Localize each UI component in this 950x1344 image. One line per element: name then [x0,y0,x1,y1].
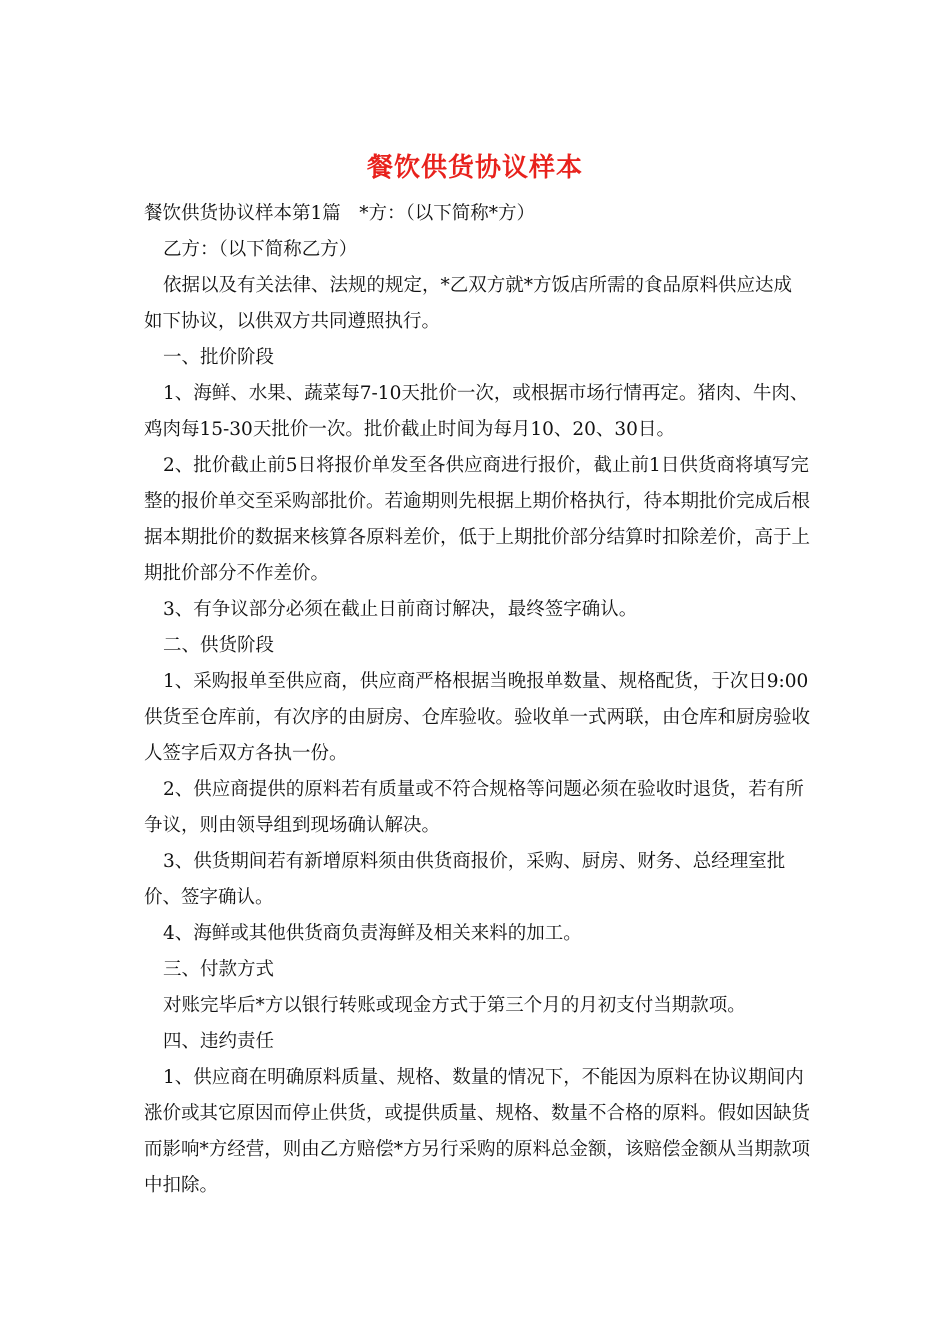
section-heading-pricing: 一、批价阶段 [163,347,275,368]
paragraph-supply-2: 2、供应商提供的原料若有质量或不符合规格等问题必须在验收时退货，若有所争议，则由领导组到现场确认解决。 [144,779,804,836]
section-heading-liability: 四、违约责任 [163,1031,275,1052]
paragraph-pricing-2: 2、批价截止前5日将报价单发至各供应商进行报价，截止前1日供货商将填写完整的报价单交至采购部批价。若逾期则先根据上期价格执行，待本期批价完成后根据本期批价的数据来核算各原料差价，低于上期批价部分结算时扣除差价，高于上期批价部分不作差价。 [144,455,811,584]
paragraph-pricing-3: 3、有争议部分必须在截止日前商讨解决，最终签字确认。 [163,599,638,620]
paragraph-liability-1: 1、供应商在明确原料质量、规格、数量的情况下，不能因为原料在协议期间内涨价或其它原因而停止供货，或提供质量、规格、数量不合格的原料。假如因缺货而影响*方经营，则由乙方赔偿*方另行采购的原料总金额，该赔偿金额从当期款项中扣除。 [144,1067,811,1196]
paragraph-supply-1: 1、采购报单至供应商，供应商严格根据当晚报单数量、规格配货，于次日9:00供货至仓库前，有次序的由厨房、仓库验收。验收单一式两联，由仓库和厨房验收人签字后双方各执一份。 [144,671,811,764]
paragraph-pricing-1: 1、海鲜、水果、蔬菜每7-10天批价一次，或根据市场行情再定。猪肉、牛肉、鸡肉每15-30天批价一次。批价截止时间为每月10、20、30日。 [144,383,809,440]
section-heading-payment: 三、付款方式 [163,959,275,980]
paragraph-supply-3: 3、供货期间若有新增原料须由供货商报价，采购、厨房、财务、总经理室批价、签字确认。 [144,851,786,908]
document-body [144,196,810,1204]
document-title: 餐饮供货协议样本 [366,153,583,183]
paragraph-intro: 餐饮供货协议样本第1篇 *方：（以下简称*方） [144,203,536,224]
section-heading-supply: 二、供货阶段 [163,635,275,656]
paragraph-party-b: 乙方：（以下简称乙方） [163,239,358,260]
paragraph-basis: 依据以及有关法律、法规的规定，*乙双方就*方饭店所需的食品原料供应达成如下协议，以供双方共同遵照执行。 [144,275,793,332]
paragraph-supply-4: 4、海鲜或其他供货商负责海鲜及相关来料的加工。 [163,923,582,944]
paragraph-payment: 对账完毕后*方以银行转账或现金方式于第三个月的月初支付当期款项。 [163,995,746,1016]
